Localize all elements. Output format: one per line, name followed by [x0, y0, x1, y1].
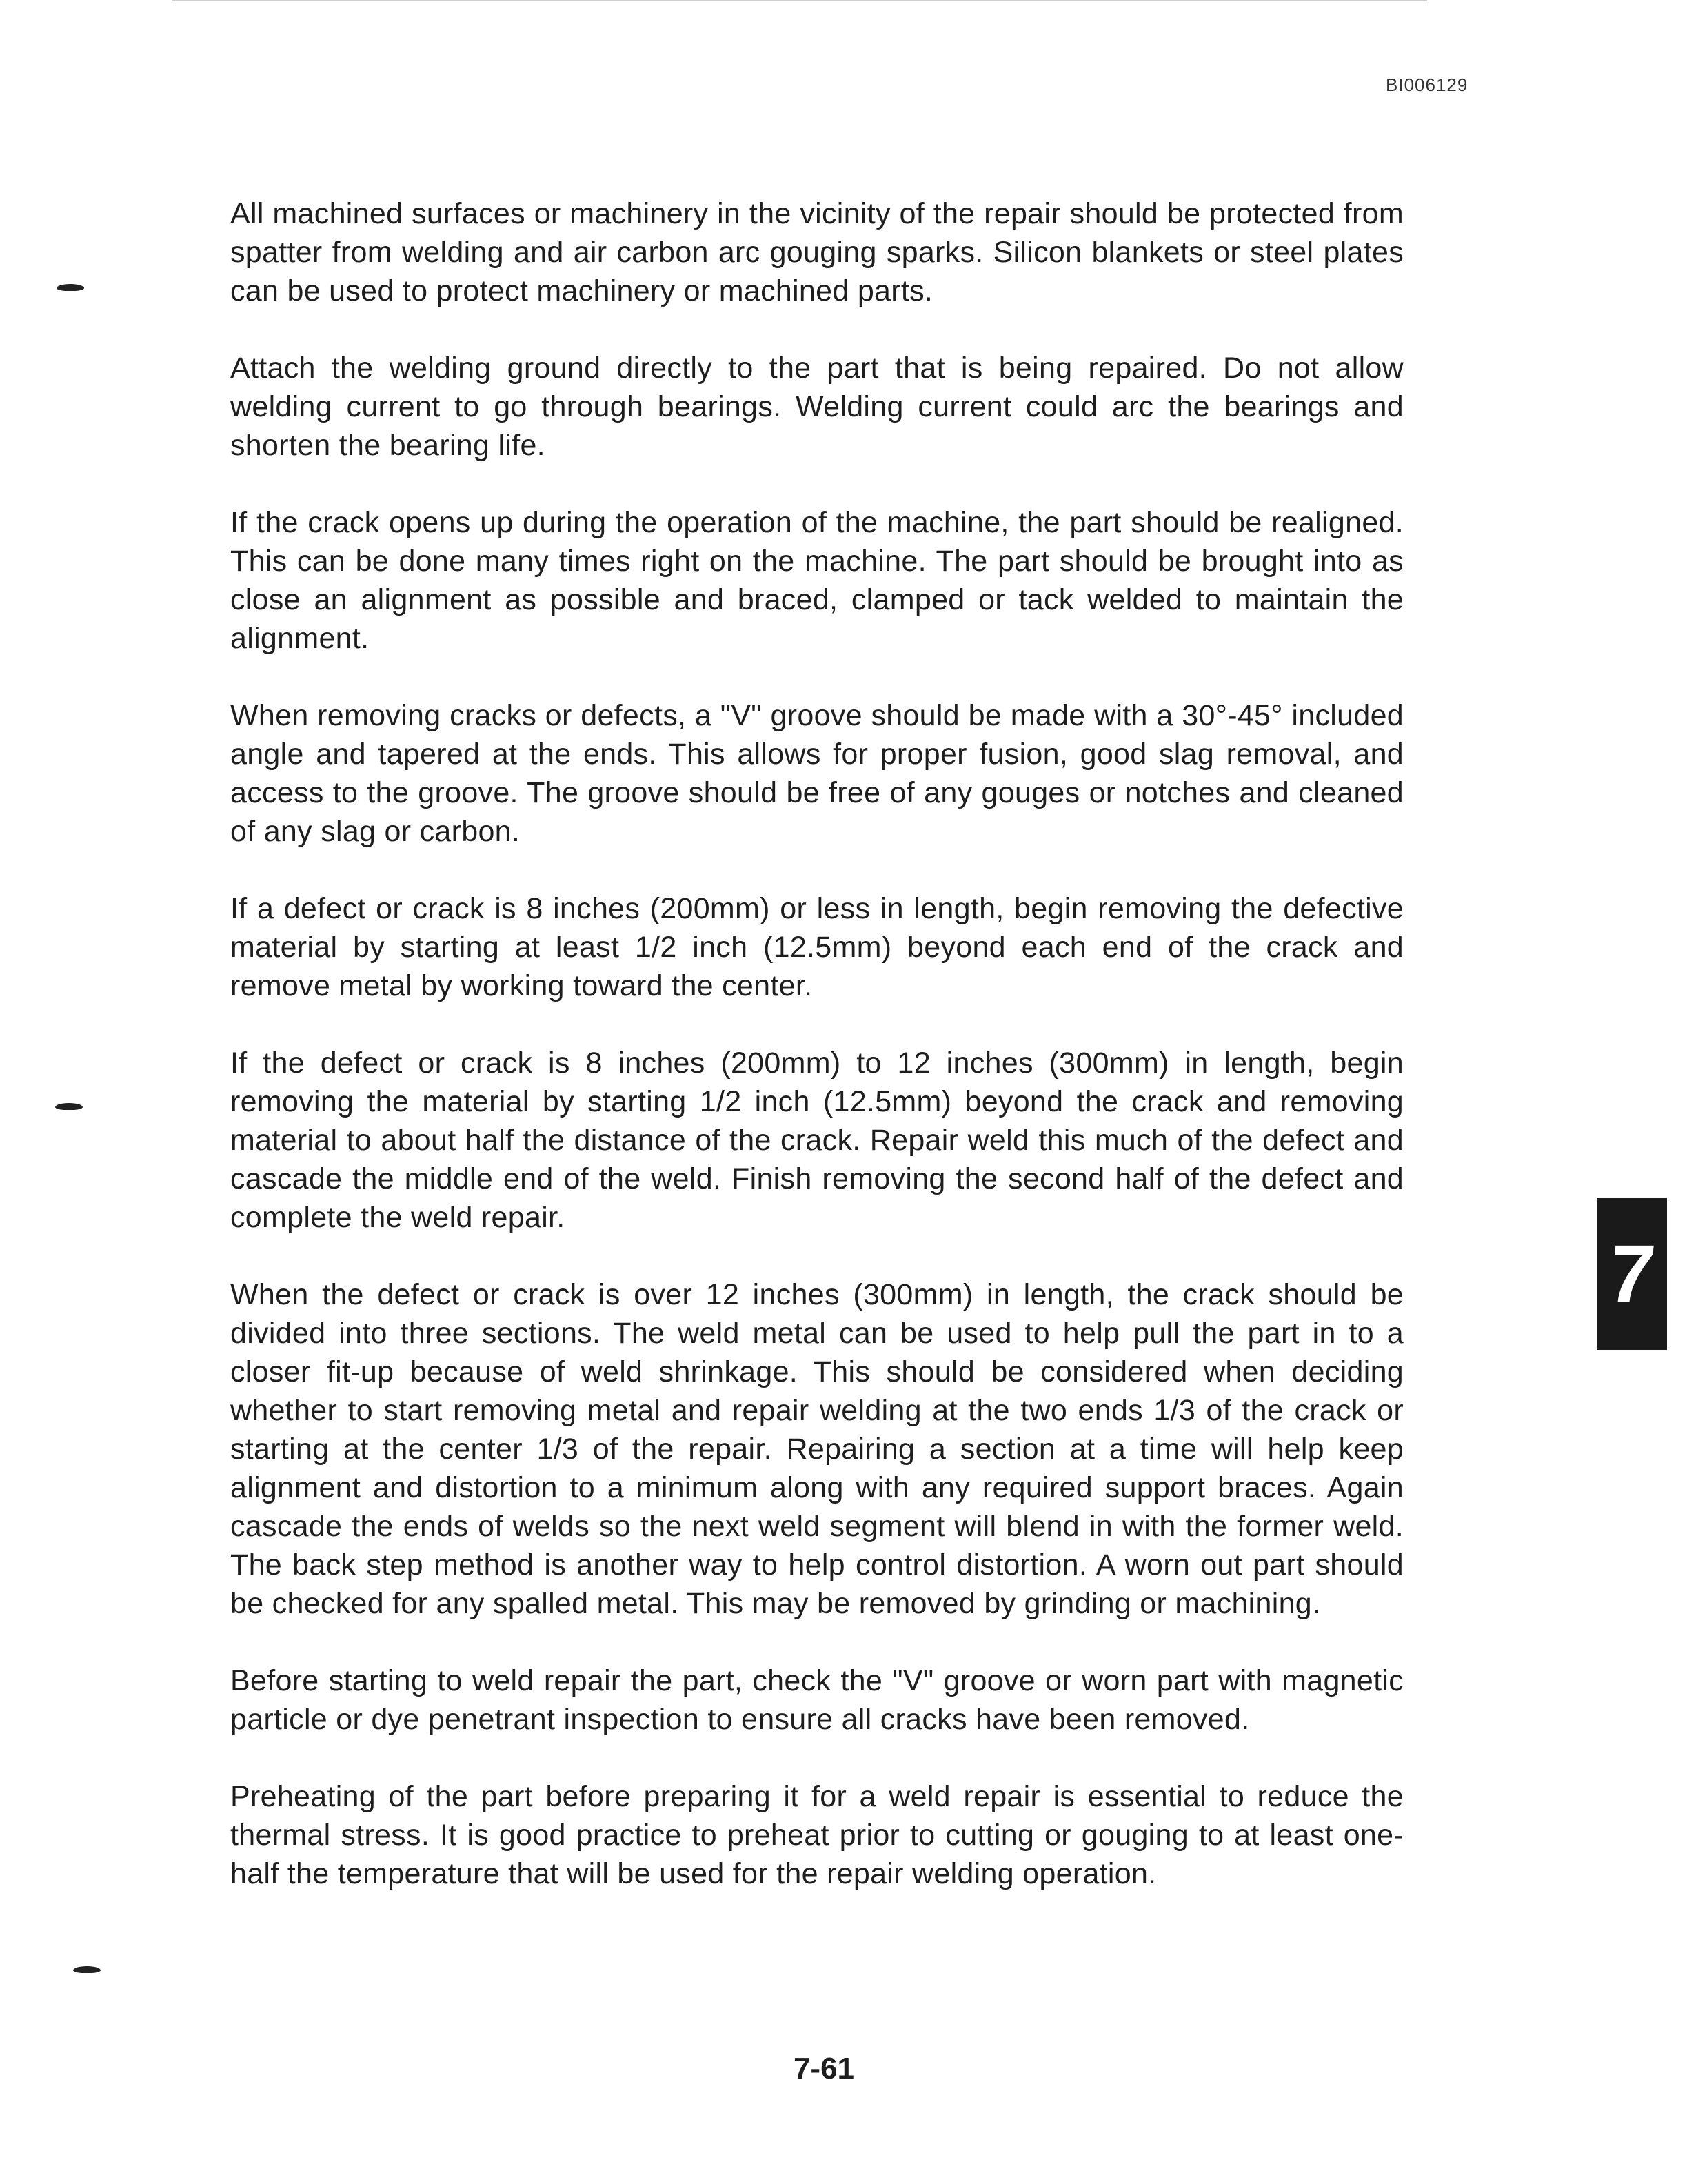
paragraph-protect-machined-surfaces: All machined surfaces or machinery in the vicinity of the repair should be protected from spatter from welding and air carbon arc gouging sparks. Silicon blankets or steel plates can be used to protect machinery or machined parts. [230, 197, 1404, 307]
paragraph-welding-ground: Attach the welding ground directly to the part that is being repaired. Do not allow welding current to go through bearings. Welding current could arc the bearings and shorten the bearing life. [230, 352, 1404, 462]
paragraph-realign-part: If the crack opens up during the operation of the machine, the part should be realigned. This can be done many times right on the machine. The part should be brought into as close an alignment as possible and braced, clamped or tack welded to maintain the alignment. [230, 506, 1404, 655]
chapter-tab [1597, 1198, 1667, 1350]
margin-binding-mark [57, 284, 84, 291]
body-text [230, 194, 1404, 1932]
document-id: BI006129 [1386, 74, 1468, 95]
paragraph-inspection: Before starting to weld repair the part, check the "V" groove or worn part with magnetic particle or dye penetrant inspection to ensure all cracks have been removed. [230, 1664, 1404, 1736]
paragraph-crack-under-8-inches: If a defect or crack is 8 inches (200mm) or less in length, begin removing the defective material by starting at least 1/2 inch (12.5mm) beyond each end of the crack and remove metal by working toward the center. [230, 892, 1404, 1002]
paragraph-v-groove: When removing cracks or defects, a "V" groove should be made with a 30°-45° included angle and tapered at the ends. This allows for proper fusion, good slag removal, and access to the groove. The groove should be free of any gouges or notches and cleaned of any slag or carbon. [230, 699, 1404, 848]
paragraph-preheating: Preheating of the part before preparing it for a weld repair is essential to reduce the thermal stress. It is good practice to preheat prior to cutting or gouging to at least one-half the temperature that will be used for the repair welding operation. [230, 1780, 1404, 1890]
top-scan-rule [172, 0, 1427, 1]
chapter-tab-label: 7 [1604, 1228, 1659, 1320]
margin-binding-mark [73, 1966, 101, 1973]
paragraph-crack-over-12-inches: When the defect or crack is over 12 inches (300mm) in length, the crack should be divided into three sections. The weld metal can be used to help pull the part in to a closer fit-up because of weld shrinkage. This should be considered when deciding whether to start removing metal and repair welding at the two ends 1/3 of the crack or starting at the center 1/3 of the repair. Repairing a section at a time will help keep alignment and distortion to a minimum along with any required support braces. Again cascade the ends of welds so the next weld segment will blend in with the former weld. The back step method is another way to help control distortion. A worn out part should be checked for any spalled metal. This may be removed by grinding or machining. [230, 1278, 1404, 1620]
page-number: 7-61 [793, 2052, 855, 2085]
paragraph-crack-8-to-12-inches: If the defect or crack is 8 inches (200mm) to 12 inches (300mm) in length, begin removing the material by starting 1/2 inch (12.5mm) beyond the crack and removing material to about half the distance of the crack. Repair weld this much of the defect and cascade the middle end of the weld. Finish removing the second half of the defect and complete the weld repair. [230, 1046, 1404, 1234]
margin-binding-mark [55, 1103, 83, 1110]
